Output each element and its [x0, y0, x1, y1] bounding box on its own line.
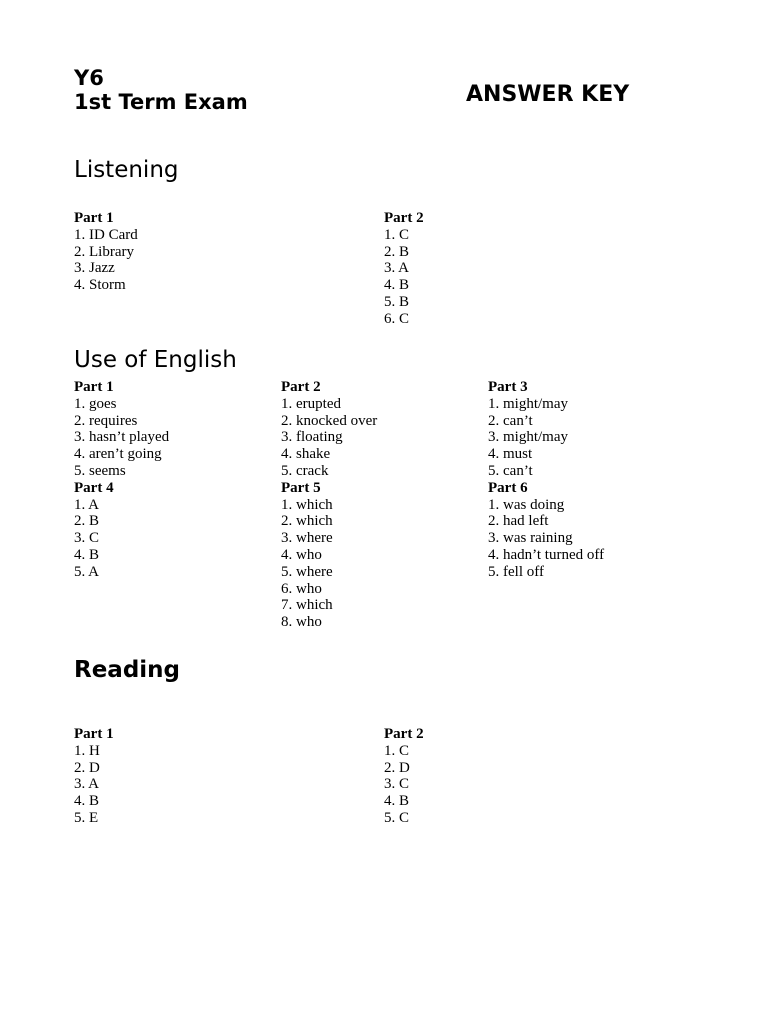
answer-item: 8. who: [281, 614, 322, 631]
answer-item: 1. C: [384, 226, 410, 243]
answer-item: 2. knocked over: [281, 412, 378, 429]
part-title: Part 4: [74, 479, 114, 496]
answer-item: 1. ID Card: [74, 226, 138, 243]
part-title: Part 2: [384, 210, 424, 226]
part-title: Part 1: [74, 726, 114, 742]
answer-item: 2. can’t: [488, 412, 533, 429]
answer-item: 5. A: [74, 563, 100, 580]
answer-item: 5. C: [384, 809, 410, 826]
uoe-part1: [74, 379, 169, 581]
answer-item: 5. B: [384, 293, 410, 310]
use-of-english-section-title: Use of English: [74, 347, 237, 373]
answer-item: 1. goes: [74, 395, 117, 412]
reading-part1: [74, 726, 114, 827]
answer-item: 3. floating: [281, 429, 343, 446]
answer-item: 5. E: [74, 809, 99, 826]
answer-item: 4. aren’t going: [74, 446, 162, 463]
answer-item: 4. must: [488, 446, 533, 463]
answer-item: 2. which: [281, 513, 333, 530]
answer-item: 1. might/may: [488, 395, 568, 412]
part-title: Part 1: [74, 379, 114, 395]
answer-item: 6. C: [384, 310, 410, 327]
answer-item: 1. C: [384, 742, 410, 759]
part-title: Part 5: [281, 479, 321, 496]
answer-item: 4. shake: [281, 446, 331, 463]
answer-item: 1. was doing: [488, 496, 565, 513]
answer-item: 4. Storm: [74, 277, 126, 294]
part-title: Part 2: [384, 726, 424, 742]
listening-part2: [384, 210, 424, 328]
exam-title: 1st Term Exam: [74, 90, 248, 114]
answer-item: 3. C: [74, 530, 100, 547]
uoe-part2: [281, 379, 377, 631]
reading-part2: [384, 726, 424, 827]
answer-item: 2. Library: [74, 243, 134, 260]
reading-section-title: Reading: [74, 657, 181, 683]
answer-item: 1. erupted: [281, 395, 341, 412]
answer-item: 6. who: [281, 580, 322, 597]
answer-item: 2. requires: [74, 412, 138, 429]
answer-item: 5. crack: [281, 462, 329, 479]
answer-item: 4. B: [74, 546, 100, 563]
answer-item: 3. A: [74, 776, 100, 793]
answer-item: 2. B: [384, 243, 410, 260]
answer-key-title: ANSWER KEY: [466, 82, 630, 107]
uoe-part3: [488, 379, 604, 581]
part-title: Part 6: [488, 479, 528, 496]
answer-item: 4. B: [74, 793, 100, 810]
part-title: Part 1: [74, 210, 114, 226]
answer-item: 3. was raining: [488, 530, 573, 547]
answer-item: 4. B: [384, 793, 410, 810]
answer-item: 3. Jazz: [74, 260, 115, 277]
answer-item: 4. B: [384, 277, 410, 294]
answer-item: 2. had left: [488, 513, 549, 530]
answer-item: 2. D: [74, 759, 100, 776]
answer-item: 4. who: [281, 546, 322, 563]
answer-item: 4. hadn’t turned off: [488, 546, 605, 563]
answer-item: 1. A: [74, 496, 100, 513]
answer-item: 3. might/may: [488, 429, 568, 446]
answer-item: 2. B: [74, 513, 100, 530]
answer-item: 5. can’t: [488, 462, 533, 479]
answer-item: 2. D: [384, 759, 410, 776]
part-title: Part 3: [488, 379, 528, 395]
part-title: Part 2: [281, 379, 321, 395]
answer-item: 5. where: [281, 563, 333, 580]
answer-item: 5. seems: [74, 462, 126, 479]
answer-item: 3. C: [384, 776, 410, 793]
answer-item: 3. hasn’t played: [74, 429, 170, 446]
answer-item: 7. which: [281, 597, 333, 614]
answer-item: 3. where: [281, 530, 333, 547]
answer-item: 5. fell off: [488, 563, 544, 580]
answer-item: 1. which: [281, 496, 333, 513]
listening-section-title: Listening: [74, 157, 179, 183]
answer-item: 3. A: [384, 260, 410, 277]
answer-item: 1. H: [74, 742, 100, 759]
year-label: Y6: [74, 66, 104, 90]
listening-part1: [74, 210, 138, 294]
